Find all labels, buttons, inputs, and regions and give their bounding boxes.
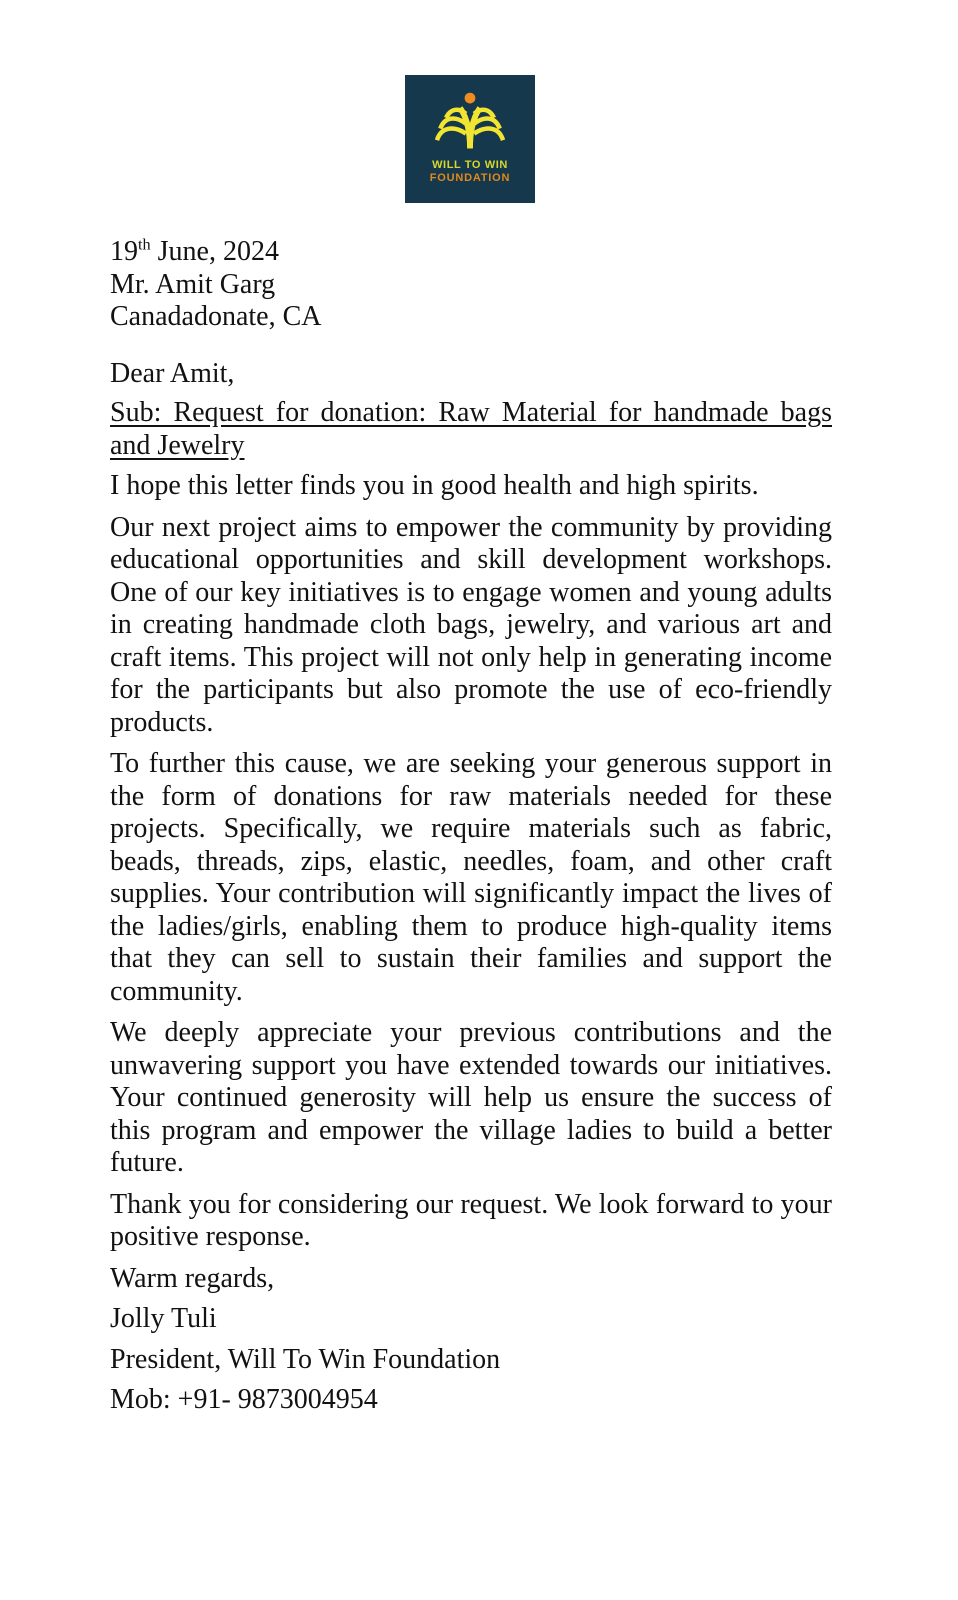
foundation-logo xyxy=(405,75,535,203)
paragraph-appreciation: We deeply appreciate your previous contributions and the unwavering support you have extended towards our initiatives. Your continued generosity will help us ensure the success of this program and empower the village ladies to build a better future. xyxy=(110,1017,832,1178)
foundation-logo-name: WILL TO WIN xyxy=(432,159,508,171)
signatory-name: Jolly Tuli xyxy=(110,1303,217,1334)
letter-body xyxy=(110,236,832,1425)
salutation: Dear Amit, xyxy=(110,357,235,389)
paragraph-request: To further this cause, we are seeking your generous support in the form of donations for raw materials needed for these projects. Specifically, we require materials such as fabric, beads, threads, zips, elastic, needles, foam, and other craft supplies. Your contribution will significantly impact the lives of the ladies/girls, enabling them to produce high-quality items that they can sell to sustain their families and support the community. xyxy=(110,748,832,1007)
date-day: 19 xyxy=(110,236,138,267)
subject-line: Sub: Request for donation: Raw Material for handmade bags and Jewelry xyxy=(110,397,832,461)
letter-date xyxy=(110,236,832,269)
date-ordinal: th xyxy=(138,235,151,254)
signatory-title: President, Will To Win Foundation xyxy=(110,1343,501,1375)
paragraph-project: Our next project aims to empower the community by providing educational opportunities and skill development workshops. One of our key initiatives is to engage women and young adults in creating handmade cloth bags, jewelry, and various art and craft items. This project will not only help in generating income for the participants but also promote the use of eco-friendly products. xyxy=(110,511,832,738)
paragraph-thanks: Thank you for considering our request. We look forward to your positive response. xyxy=(110,1188,832,1252)
recipient-name: Mr. Amit Garg xyxy=(110,268,276,300)
paragraph-intro: I hope this letter finds you in good health and high spirits. xyxy=(110,470,759,501)
date-rest: June, 2024 xyxy=(150,236,279,267)
recipient-location: Canadadonate, CA xyxy=(110,301,322,332)
foundation-logo-subtitle: FOUNDATION xyxy=(429,172,511,184)
closing: Warm regards, xyxy=(110,1262,275,1294)
foundation-emblem-icon xyxy=(427,89,513,155)
signatory-mobile: Mob: +91- 9873004954 xyxy=(110,1384,378,1415)
